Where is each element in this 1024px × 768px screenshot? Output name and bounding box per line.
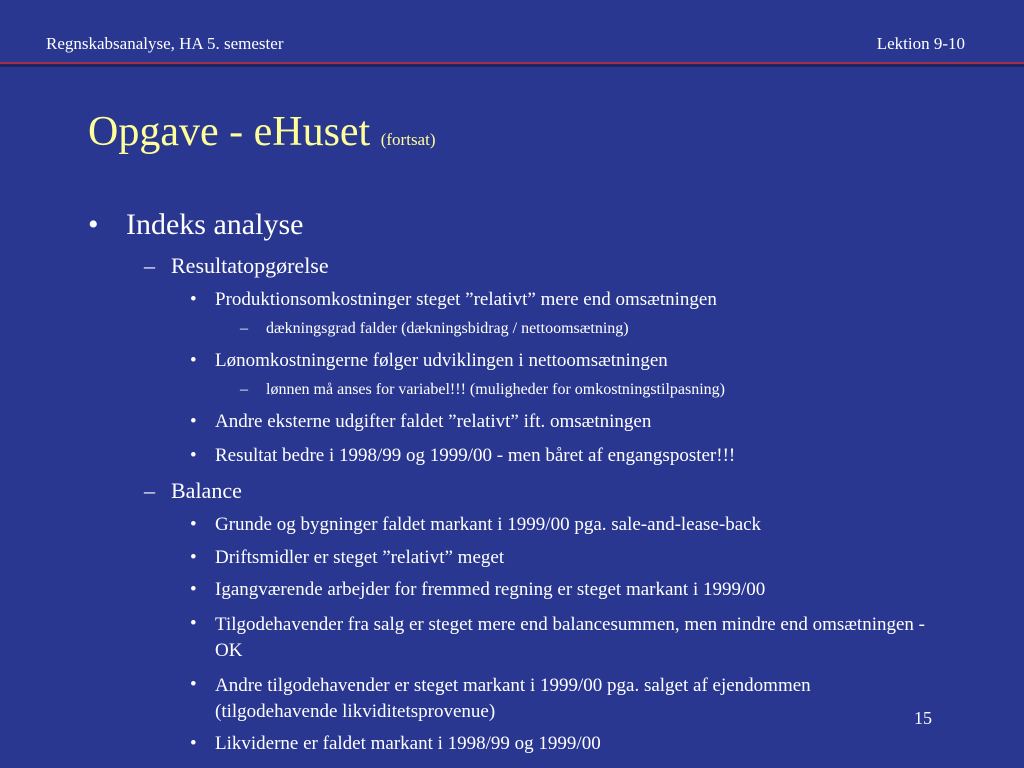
list-item: Tilgodehavender fra salg er steget mere end balancesummen, men mindre end omsætningen - OK bbox=[215, 614, 926, 661]
bullet-marker: • bbox=[88, 208, 99, 241]
list-item: Andre tilgodehavender er steget markant i 1999/00 pga. salget af ejendommen (tilgodehavende likviditetsprovenue) bbox=[215, 675, 811, 722]
bullet-marker: • bbox=[190, 579, 197, 600]
header-divider-shadow bbox=[0, 64, 1024, 67]
list-item: lønnen må anses for variabel!!! (muligheder for omkostningstilpasning) bbox=[266, 381, 725, 398]
bullet-marker: • bbox=[190, 514, 197, 535]
list-item: Likviderne er faldet markant i 1998/99 og 1999/00 bbox=[215, 733, 601, 754]
list-item: dækningsgrad falder (dækningsbidrag / nettoomsætning) bbox=[266, 320, 629, 337]
bullet-marker: • bbox=[190, 411, 197, 432]
list-item: Produktionsomkostninger steget ”relativt” mere end omsætningen bbox=[215, 289, 717, 310]
page-number: 15 bbox=[914, 708, 932, 728]
bullet-marker: • bbox=[190, 733, 197, 754]
bullet-marker: • bbox=[190, 289, 197, 310]
list-item: Driftsmidler er steget ”relativt” meget bbox=[215, 547, 505, 568]
lecture-label: Lektion 9-10 bbox=[876, 34, 965, 53]
slide-title-main: Opgave - eHuset bbox=[88, 109, 371, 155]
bullet-marker: • bbox=[190, 547, 197, 568]
bullet-marker: • bbox=[190, 674, 197, 695]
dash-marker: – bbox=[144, 253, 155, 278]
dash-marker: – bbox=[240, 381, 248, 398]
bullet-marker: • bbox=[190, 350, 197, 371]
dash-marker: – bbox=[240, 320, 248, 337]
list-item: Grunde og bygninger faldet markant i 1999/00 pga. sale-and-lease-back bbox=[215, 514, 762, 535]
list-item: Resultatopgørelse bbox=[171, 253, 329, 278]
list-item: Andre eksterne udgifter faldet ”relativt” ift. omsætningen bbox=[215, 411, 652, 432]
list-item: Balance bbox=[171, 478, 242, 503]
course-name: Regnskabsanalyse, HA 5. semester bbox=[46, 34, 284, 53]
bullet-marker: • bbox=[190, 613, 197, 634]
bullet-marker: • bbox=[190, 445, 197, 466]
slide-title-sub: (fortsat) bbox=[380, 130, 436, 149]
slide-header bbox=[0, 34, 1024, 58]
list-item: Resultat bedre i 1998/99 og 1999/00 - men båret af engangsposter!!! bbox=[215, 445, 736, 466]
list-item: Igangværende arbejder for fremmed regning er steget markant i 1999/00 bbox=[215, 579, 766, 600]
slide-title bbox=[88, 108, 436, 156]
list-item: Lønomkostningerne følger udviklingen i nettoomsætningen bbox=[215, 350, 668, 371]
list-item: Indeks analyse bbox=[126, 208, 304, 241]
dash-marker: – bbox=[144, 478, 155, 503]
